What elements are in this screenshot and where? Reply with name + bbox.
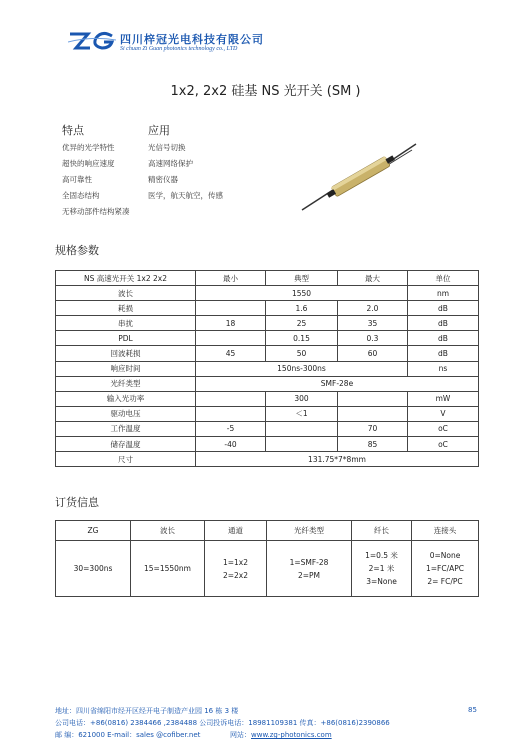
table-row [56,286,479,301]
footer-website [230,730,332,740]
param-name: PDL [56,331,196,346]
param-max: 35 [338,316,408,331]
param-typ: 50 [266,346,338,361]
features-heading: 特点 [62,124,84,137]
table-row [56,452,479,467]
param-name: 输入光功率 [56,391,196,406]
param-max: 85 [338,437,408,452]
application-item: 医学，航天航空，传感 [148,191,223,200]
param-unit: ns [408,361,479,376]
param-name: 尺寸 [56,452,196,467]
param-typ: 25 [266,316,338,331]
page-number: 85 [468,706,477,714]
table-row [56,391,479,406]
param-unit: mW [408,391,479,406]
table-row [56,316,479,331]
param-min [196,331,266,346]
param-unit: oC [408,421,479,436]
param-min: -40 [196,437,266,452]
column-header: 最小 [196,271,266,286]
website-link[interactable]: www.zg-photonics.com [251,731,332,739]
order-cell-fiber-type: 1=SMF-28 2=PM [267,541,352,597]
param-typ: 1.6 [266,301,338,316]
table-row [56,301,479,316]
param-unit: dB [408,331,479,346]
param-unit: dB [408,316,479,331]
page-title: 1x2, 2x2 硅基 NS 光开关 (SM ) [170,84,361,99]
column-header: 连接头 [412,521,479,541]
param-name: 回波耗损 [56,346,196,361]
table-row [56,376,479,391]
param-min: 45 [196,346,266,361]
footer-phone: 公司电话：+86(0816) 2384466 ,2384488 公司投诉电话：18981109381 传真：+86(0816)2390866 [55,719,390,727]
table-row [56,361,479,376]
param-unit: nm [408,286,479,301]
param-unit: dB [408,301,479,316]
param-name: 储存温度 [56,437,196,452]
param-name: 工作温度 [56,421,196,436]
param-min: -5 [196,421,266,436]
column-header: 最大 [338,271,408,286]
column-header: NS 高速光开关 1x2 2x2 [56,271,196,286]
feature-item: 高可靠性 [62,175,92,184]
feature-item: 优异的光学特性 [62,143,115,152]
param-typ: ＜1 [266,406,338,421]
param-unit: V [408,406,479,421]
order-cell-wavelength: 15=1550nm [131,541,205,597]
param-max: 0.3 [338,331,408,346]
table-row [56,421,479,436]
order-cell-fiber-length: 1=0.5 米 2=1 米 3=None [352,541,412,597]
spec-heading: 规格参数 [55,244,99,257]
feature-item: 无移动部件结构紧凑 [62,207,130,216]
param-value: 150ns-300ns [196,361,408,376]
order-cell-channel: 1=1x2 2=2x2 [205,541,267,597]
param-typ [266,437,338,452]
param-name: 耗损 [56,301,196,316]
table-row [56,346,479,361]
param-name: 波长 [56,286,196,301]
application-item: 高速网络保护 [148,159,193,168]
param-name: 响应时间 [56,361,196,376]
application-item: 精密仪器 [148,175,178,184]
company-name-cn: 四川梓冠光电科技有限公司 [120,33,264,46]
param-max: 60 [338,346,408,361]
param-name: 串扰 [56,316,196,331]
spec-table [55,270,479,467]
table-row [56,437,479,452]
param-value: 1550 [196,286,408,301]
application-item: 光信号切换 [148,143,186,152]
feature-item: 全固态结构 [62,191,100,200]
column-header: 通道 [205,521,267,541]
column-header: 波长 [131,521,205,541]
param-max [338,391,408,406]
column-header: ZG [56,521,131,541]
param-min [196,391,266,406]
feature-item: 超快的响应速度 [62,159,115,168]
param-name: 光纤类型 [56,376,196,391]
column-header: 单位 [408,271,479,286]
param-min [196,301,266,316]
column-header: 光纤类型 [267,521,352,541]
param-unit: dB [408,346,479,361]
param-typ: 0.15 [266,331,338,346]
param-name: 驱动电压 [56,406,196,421]
table-row [56,406,479,421]
table-header-row [56,271,479,286]
param-max [338,406,408,421]
column-header: 典型 [266,271,338,286]
order-heading: 订货信息 [55,496,99,509]
footer-mail: 邮 编：621000 E-mail：sales @cofiber.net [55,731,201,739]
table-row [56,331,479,346]
order-table [55,520,479,597]
order-cell-connector: 0=None 1=FC/APC 2= FC/PC [412,541,479,597]
param-typ [266,421,338,436]
order-cell-zg: 30=300ns [56,541,131,597]
optical-switch-image [300,142,418,212]
param-max: 2.0 [338,301,408,316]
footer-website-label: 网站： [230,731,251,739]
param-typ: 300 [266,391,338,406]
param-unit: oC [408,437,479,452]
applications-heading: 应用 [148,124,170,137]
company-logo [68,30,116,52]
column-header: 纤长 [352,521,412,541]
param-value: SMF-28e [196,376,479,391]
table-row [56,541,479,597]
param-min [196,406,266,421]
param-min: 18 [196,316,266,331]
param-value: 131.75*7*8mm [196,452,479,467]
footer-address: 地址：四川省绵阳市经开区经开电子制造产业园 16 栋 3 楼 [55,707,239,715]
company-name-en: Si chuan Zi Guan photonics technology co., LTD [120,46,238,52]
table-header-row [56,521,479,541]
param-max: 70 [338,421,408,436]
